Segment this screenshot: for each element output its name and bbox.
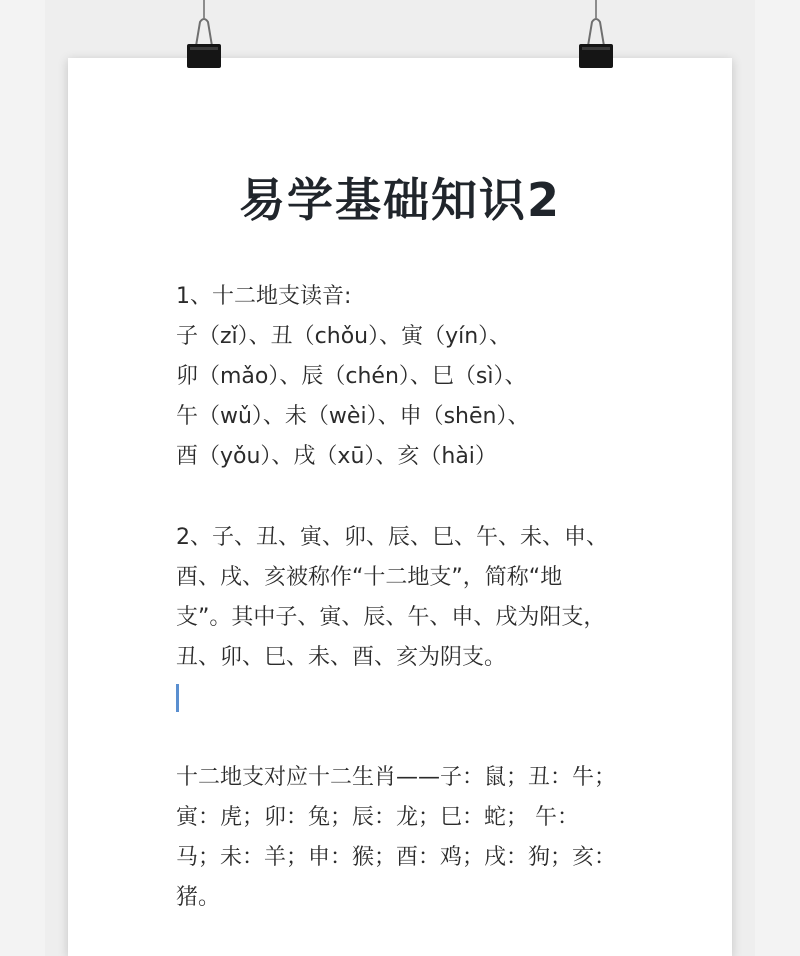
text-line: 酉（yǒu）、戌（xū）、亥（hài） bbox=[176, 444, 497, 469]
text-line: 支”。其中子、寅、辰、午、申、戌为阳支， bbox=[176, 605, 606, 630]
section-heading: 1、十二地支读音: bbox=[176, 284, 352, 309]
text-line: 马；未：羊；申：猴；酉：鸡；戌：狗；亥： bbox=[176, 845, 617, 870]
paragraph-gap bbox=[176, 477, 646, 518]
paragraph-gap bbox=[176, 718, 646, 758]
text-line: 丑、卯、巳、未、酉、亥为阴支。 bbox=[176, 645, 507, 670]
binder-clip-icon bbox=[576, 0, 616, 72]
text-line: 寅：虎；卯：兔；辰：龙；巳：蛇； 午： bbox=[176, 805, 579, 830]
page-title: 易学基础知识2 bbox=[238, 173, 561, 227]
text-line: 十二地支对应十二生肖——子：鼠；丑：牛； bbox=[176, 765, 617, 790]
text-line: 酉、戌、亥被称作“十二地支”，简称“地 bbox=[176, 565, 563, 590]
text-line: 2、子、丑、寅、卯、辰、巳、午、未、申、 bbox=[176, 525, 608, 550]
text-line: 猪。 bbox=[176, 885, 221, 910]
text-line: 子（zǐ）、丑（chǒu）、寅（yín）、 bbox=[176, 324, 512, 349]
text-line: 卯（mǎo）、辰（chén）、巳（sì）、 bbox=[176, 364, 527, 389]
text-cursor bbox=[176, 684, 179, 712]
text-line: 午（wǔ）、未（wèi）、申（shēn）、 bbox=[176, 404, 530, 429]
binder-clip-icon bbox=[184, 0, 224, 72]
document-body bbox=[176, 277, 646, 918]
